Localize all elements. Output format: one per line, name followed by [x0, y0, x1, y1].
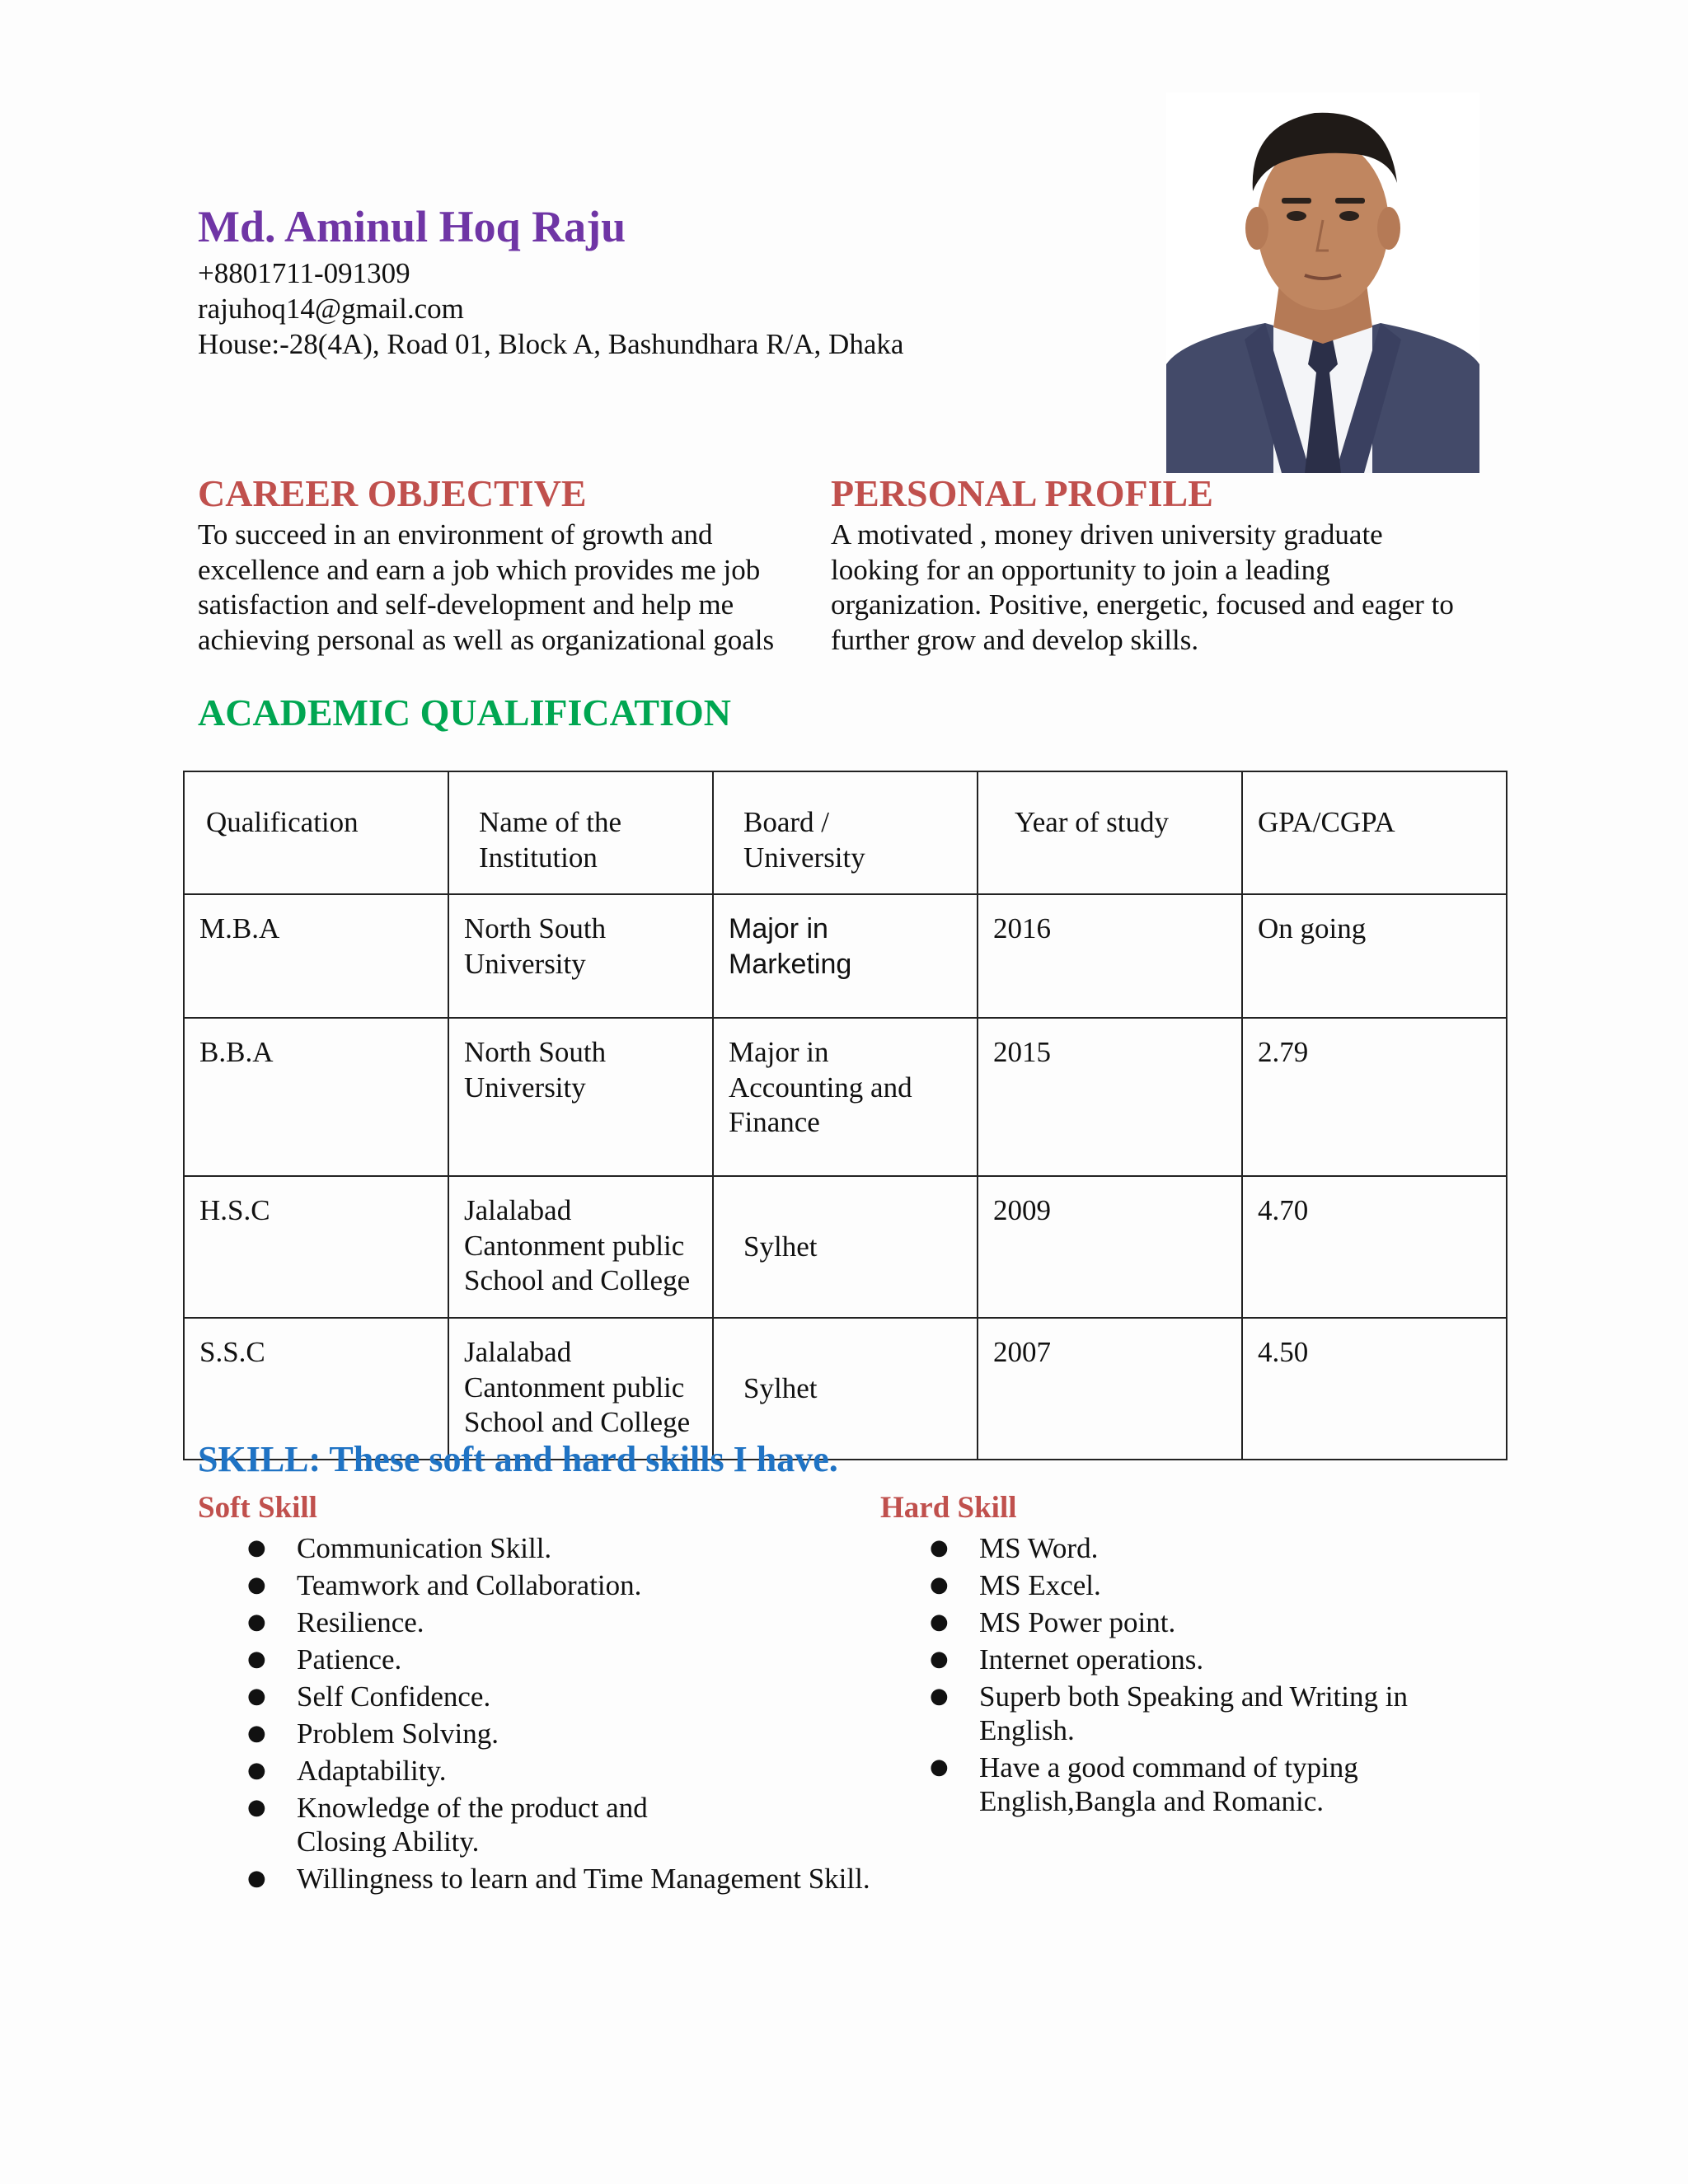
qualification-cell: M.B.A — [184, 894, 448, 1018]
bullet-icon: ● — [930, 1684, 949, 1708]
year-cell: 2007 — [978, 1318, 1242, 1460]
table-header-row — [184, 771, 1507, 894]
table-row — [184, 1018, 1507, 1176]
gpa-cell: 2.79 — [1242, 1018, 1507, 1176]
hard-skill-item: ● Internet operations. — [930, 1643, 1204, 1675]
bullet-icon: ● — [247, 1535, 266, 1560]
hard-skill-item: ● MS Power point. — [930, 1606, 1176, 1638]
institution-cell: Jalalabad Cantonment public School and College — [448, 1176, 713, 1318]
institution-cell: North South University — [448, 894, 713, 1018]
bullet-icon: ● — [247, 1866, 266, 1891]
bullet-icon: ● — [930, 1535, 949, 1560]
board-cell: Sylhet — [713, 1176, 978, 1318]
institution-cell: Jalalabad Cantonment public School and College — [448, 1318, 713, 1460]
profile-photo-illustration — [1166, 92, 1479, 473]
header-cell: Board / University — [713, 771, 978, 894]
header-cell: Year of study — [978, 771, 1242, 894]
personal-profile-heading: PERSONAL PROFILE — [831, 472, 1213, 514]
soft-skill-item: ● Willingness to learn and Time Management Skill. — [247, 1863, 870, 1895]
soft-skill-item: ● Knowledge of the product and Closing Ability. — [247, 1792, 648, 1858]
bullet-icon: ● — [247, 1758, 266, 1783]
bullet-icon: ● — [930, 1610, 949, 1634]
bullet-icon: ● — [247, 1795, 266, 1820]
hard-skill-heading: Hard Skill — [880, 1491, 1017, 1525]
soft-skill-item: ● Teamwork and Collaboration. — [247, 1569, 642, 1601]
header-cell: Name of the Institution — [448, 771, 713, 894]
bullet-icon: ● — [930, 1572, 949, 1597]
bullet-icon: ● — [247, 1572, 266, 1597]
hard-skill-item: ● Superb both Speaking and Writing in English. — [930, 1680, 1408, 1746]
soft-skill-heading: Soft Skill — [198, 1491, 317, 1525]
career-objective-text: To succeed in an environment of growth and excellence and earn a job which provides me job satisfaction and self-development and help me achieving personal as well as organizational goals — [198, 518, 775, 656]
soft-skill-list — [198, 1531, 874, 1899]
header-cell: Qualification — [184, 771, 448, 894]
year-cell: 2016 — [978, 894, 1242, 1018]
table-row — [184, 1176, 1507, 1318]
home-address: House:-28(4A), Road 01, Block A, Bashundhara R/A, Dhaka — [198, 328, 904, 360]
year-cell: 2015 — [978, 1018, 1242, 1176]
hard-skill-item: ● MS Word. — [930, 1532, 1099, 1564]
bullet-icon: ● — [247, 1721, 266, 1746]
soft-skill-item: ● Patience. — [247, 1643, 402, 1675]
qualification-cell: B.B.A — [184, 1018, 448, 1176]
gpa-cell: 4.70 — [1242, 1176, 1507, 1318]
bullet-icon: ● — [930, 1647, 949, 1671]
header-cell: GPA/CGPA — [1242, 771, 1507, 894]
hard-skill-item: ● Have a good command of typing English,Bangla and Romanic. — [930, 1751, 1358, 1817]
personal-profile-text: A motivated , money driven university graduate looking for an opportunity to join a leading organization. Positive, energetic, focused and eager to further grow and develop skills. — [831, 518, 1454, 656]
soft-skill-item: ● Resilience. — [247, 1606, 424, 1638]
bullet-icon: ● — [247, 1647, 266, 1671]
year-cell: 2009 — [978, 1176, 1242, 1318]
board-cell: Sylhet — [713, 1318, 978, 1460]
candidate-name: Md. Aminul Hoq Raju — [198, 202, 626, 251]
soft-skill-item: ● Problem Solving. — [247, 1718, 499, 1750]
soft-skill-item: ● Self Confidence. — [247, 1680, 491, 1713]
bullet-icon: ● — [247, 1610, 266, 1634]
hard-skill-item: ● MS Excel. — [930, 1569, 1101, 1601]
bullet-icon: ● — [247, 1684, 266, 1708]
bullet-icon: ● — [930, 1755, 949, 1779]
institution-cell: North South University — [448, 1018, 713, 1176]
skills-heading: SKILL: These soft and hard skills I have. — [198, 1439, 838, 1479]
qualification-table — [183, 771, 1507, 1460]
qualification-cell: H.S.C — [184, 1176, 448, 1318]
hard-skill-list — [880, 1531, 1474, 1821]
profile-photo — [1166, 92, 1479, 473]
gpa-cell: 4.50 — [1242, 1318, 1507, 1460]
qualification-cell: S.S.C — [184, 1318, 448, 1460]
table-row — [184, 894, 1507, 1018]
board-cell: Major in Accounting and Finance — [713, 1018, 978, 1176]
soft-skill-item: ● Adaptability. — [247, 1755, 447, 1787]
career-objective-heading: CAREER OBJECTIVE — [198, 472, 587, 514]
soft-skill-item: ● Communication Skill. — [247, 1532, 552, 1564]
gpa-cell: On going — [1242, 894, 1507, 1018]
board-cell: Major in Marketing — [713, 894, 978, 1018]
academic-qualification-heading: ACADEMIC QUALIFICATION — [198, 691, 732, 733]
email-address: rajuhoq14@gmail.com — [198, 293, 464, 325]
phone-number: +8801711-091309 — [198, 257, 410, 289]
